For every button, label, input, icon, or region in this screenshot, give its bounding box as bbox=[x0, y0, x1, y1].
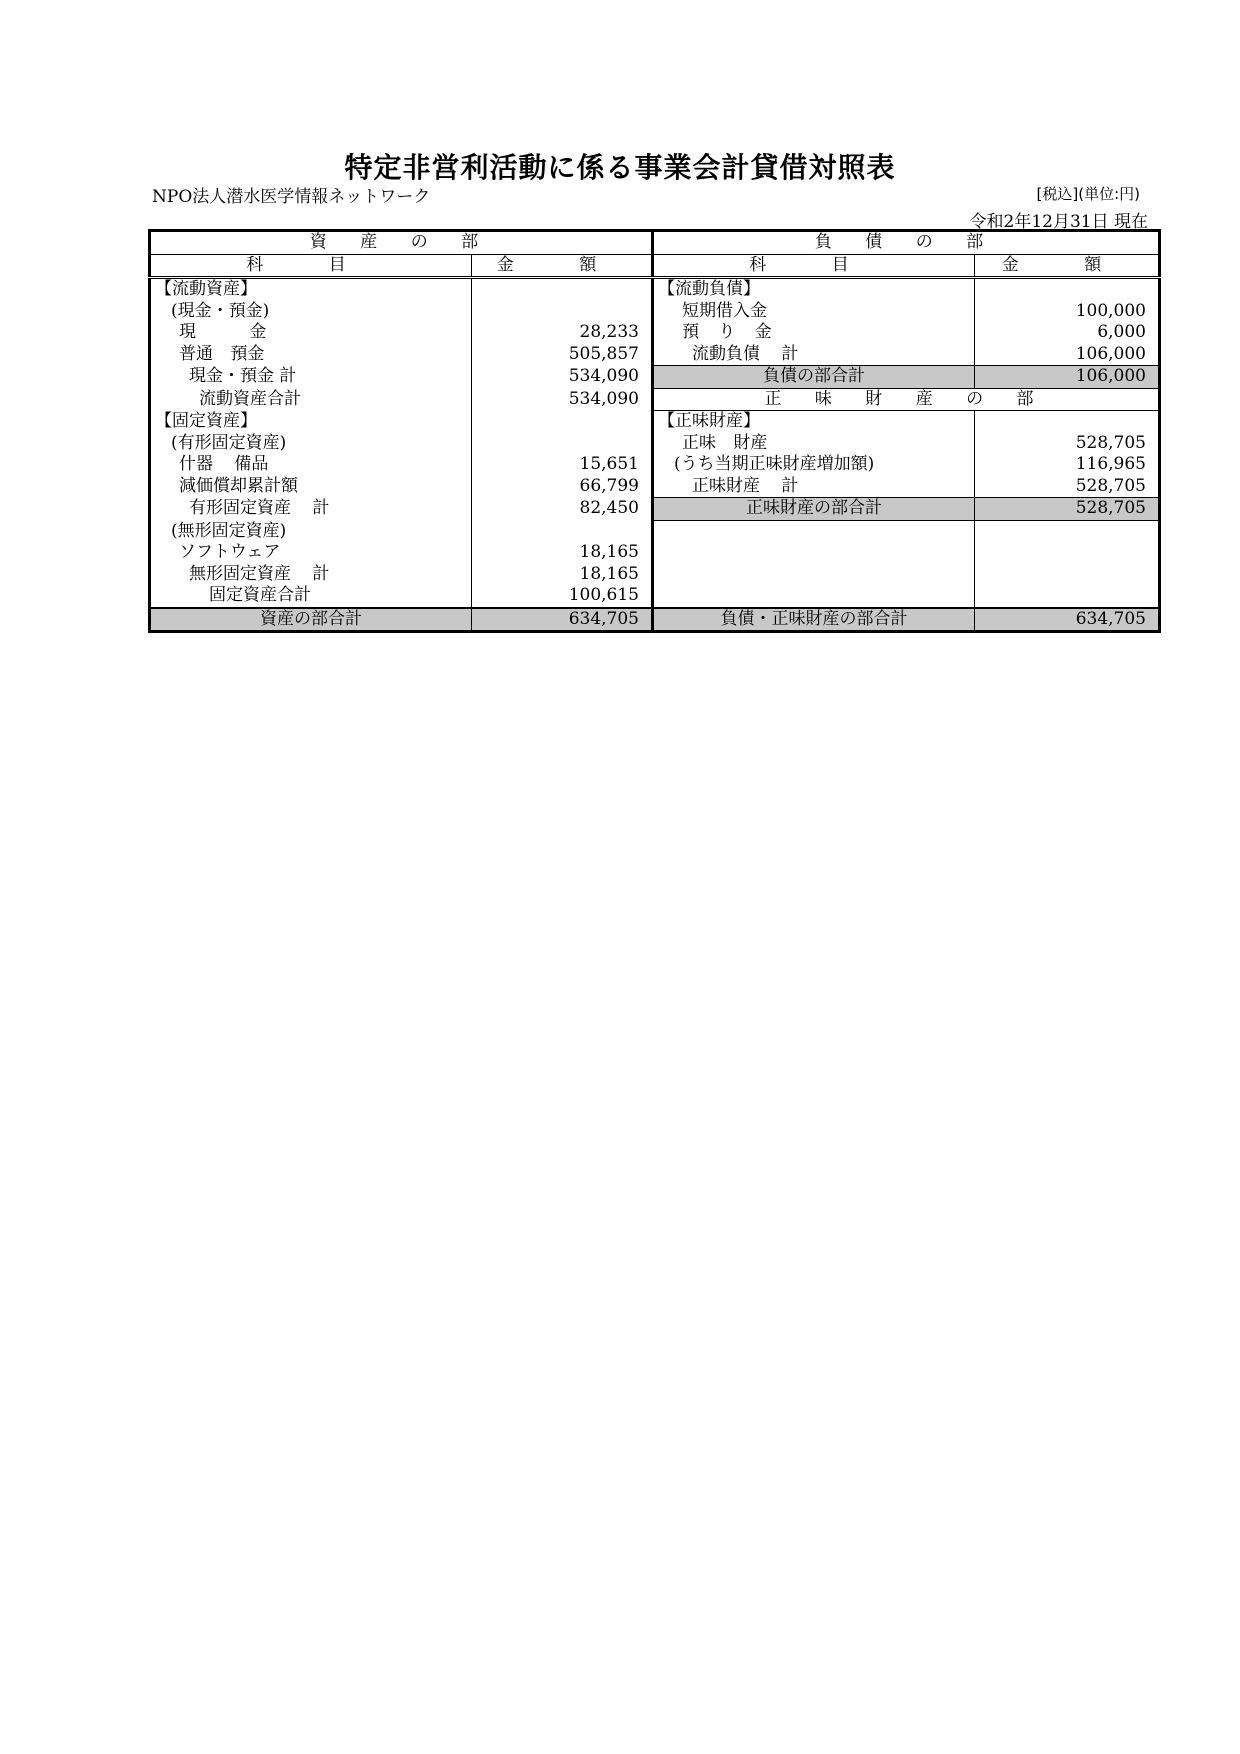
net-asset-amount bbox=[975, 411, 1160, 433]
column-header-row bbox=[150, 254, 1160, 278]
table-row bbox=[150, 344, 1160, 366]
col-amount-header: 金 額 bbox=[472, 254, 653, 278]
asset-label: 流動資産合計 bbox=[150, 388, 472, 411]
unit-note: [税込](単位:円) bbox=[1036, 185, 1140, 203]
asset-label: 減価償却累計額 bbox=[150, 476, 472, 498]
assets-total-label: 資産の部合計 bbox=[150, 608, 472, 632]
asset-label bbox=[150, 564, 472, 586]
asset-label-text: 普通 預金 bbox=[179, 344, 265, 364]
net-assets-total-label: 正味財産の部合計 bbox=[653, 498, 975, 521]
section-header-row bbox=[150, 231, 1160, 255]
as-of-date: 令和2年12月31日 現在 bbox=[969, 212, 1148, 232]
asset-label: 【流動資産】 bbox=[150, 278, 472, 301]
asset-label: (無形固定資産) bbox=[150, 520, 472, 542]
table-row bbox=[150, 411, 1160, 433]
asset-amount: 66,799 bbox=[472, 476, 653, 498]
empty-cell bbox=[653, 520, 975, 542]
asset-label: 固定資産合計 bbox=[150, 585, 472, 608]
table-row bbox=[150, 454, 1160, 476]
asset-label: 【固定資産】 bbox=[150, 411, 472, 433]
net-asset-amount: 528,705 bbox=[975, 433, 1160, 455]
table-row bbox=[150, 301, 1160, 323]
liability-amount bbox=[975, 278, 1160, 301]
net-assets-section-header: 正 味 財 産 の 部 bbox=[653, 388, 1160, 411]
col-item-header: 科 目 bbox=[653, 254, 975, 278]
liability-amount: 100,000 bbox=[975, 301, 1160, 323]
net-asset-label bbox=[653, 476, 975, 498]
liability-label: 【流動負債】 bbox=[653, 278, 975, 301]
liab-net-total-label: 負債・正味財産の部合計 bbox=[653, 608, 975, 632]
grand-total-row bbox=[150, 608, 1160, 632]
empty-cell bbox=[975, 585, 1160, 608]
asset-label-text: 有形固定資産 計 bbox=[189, 498, 330, 519]
asset-amount: 534,090 bbox=[472, 388, 653, 411]
liability-label-text: 預 り 金 bbox=[682, 322, 772, 343]
asset-label-text: 什器 備品 bbox=[179, 454, 269, 475]
liabilities-total-amount: 106,000 bbox=[975, 366, 1160, 389]
liability-amount: 106,000 bbox=[975, 344, 1160, 366]
asset-label bbox=[150, 498, 472, 521]
asset-label: ソフトウェア bbox=[150, 542, 472, 564]
table-row bbox=[150, 564, 1160, 586]
asset-amount bbox=[472, 520, 653, 542]
organization-name: NPO法人潜水医学情報ネットワーク bbox=[152, 187, 431, 207]
balance-sheet-table bbox=[148, 229, 1161, 633]
liabilities-total-label: 負債の部合計 bbox=[653, 366, 975, 389]
liability-label bbox=[653, 344, 975, 366]
table-row bbox=[150, 476, 1160, 498]
table-row bbox=[150, 322, 1160, 344]
asset-label-text: 現 金 bbox=[179, 322, 267, 343]
net-asset-label: (うち当期正味財産増加額) bbox=[653, 454, 975, 476]
liability-amount: 6,000 bbox=[975, 322, 1160, 344]
empty-cell bbox=[975, 542, 1160, 564]
net-asset-amount: 528,705 bbox=[975, 476, 1160, 498]
asset-amount bbox=[472, 278, 653, 301]
asset-amount: 534,090 bbox=[472, 366, 653, 389]
asset-label bbox=[150, 454, 472, 476]
asset-label-text: 無形固定資産 計 bbox=[189, 563, 330, 584]
asset-amount: 100,615 bbox=[472, 585, 653, 608]
asset-amount: 15,651 bbox=[472, 454, 653, 476]
empty-cell bbox=[975, 520, 1160, 542]
table-row bbox=[150, 433, 1160, 455]
asset-label bbox=[150, 344, 472, 366]
net-asset-label-text: 正味財産 計 bbox=[692, 475, 799, 496]
asset-amount bbox=[472, 411, 653, 433]
col-item-header: 科 目 bbox=[150, 254, 472, 278]
assets-total-amount: 634,705 bbox=[472, 608, 653, 632]
asset-amount: 18,165 bbox=[472, 564, 653, 586]
asset-amount: 28,233 bbox=[472, 322, 653, 344]
net-asset-label-text: 正味 財産 bbox=[682, 432, 768, 453]
asset-amount: 82,450 bbox=[472, 498, 653, 521]
table-row bbox=[150, 388, 1160, 411]
net-asset-label: 【正味財産】 bbox=[653, 411, 975, 433]
col-amount-header: 金 額 bbox=[975, 254, 1160, 278]
table-row bbox=[150, 278, 1160, 301]
liabilities-section-header: 負 債 の 部 bbox=[653, 231, 1160, 255]
table-row bbox=[150, 520, 1160, 542]
liability-label-text: 流動負債 計 bbox=[692, 343, 799, 364]
liability-label bbox=[653, 322, 975, 344]
empty-cell bbox=[975, 564, 1160, 586]
net-asset-label bbox=[653, 433, 975, 455]
table-row bbox=[150, 542, 1160, 564]
asset-amount bbox=[472, 301, 653, 323]
table-row bbox=[150, 366, 1160, 389]
asset-label bbox=[150, 322, 472, 344]
net-asset-amount: 116,965 bbox=[975, 454, 1160, 476]
document-title: 特定非営利活動に係る事業会計貸借対照表 bbox=[344, 151, 896, 184]
asset-label: (有形固定資産) bbox=[150, 433, 472, 455]
empty-cell bbox=[653, 585, 975, 608]
asset-amount: 505,857 bbox=[472, 344, 653, 366]
asset-amount bbox=[472, 433, 653, 455]
asset-amount: 18,165 bbox=[472, 542, 653, 564]
asset-label: 現金・預金 計 bbox=[150, 366, 472, 389]
liab-net-total-amount: 634,705 bbox=[975, 608, 1160, 632]
table-row bbox=[150, 585, 1160, 608]
table-row bbox=[150, 498, 1160, 521]
empty-cell bbox=[653, 564, 975, 586]
liability-label: 短期借入金 bbox=[653, 301, 975, 323]
asset-label: (現金・預金) bbox=[150, 301, 472, 323]
net-assets-total-amount: 528,705 bbox=[975, 498, 1160, 521]
assets-section-header: 資 産 の 部 bbox=[150, 231, 653, 255]
empty-cell bbox=[653, 542, 975, 564]
